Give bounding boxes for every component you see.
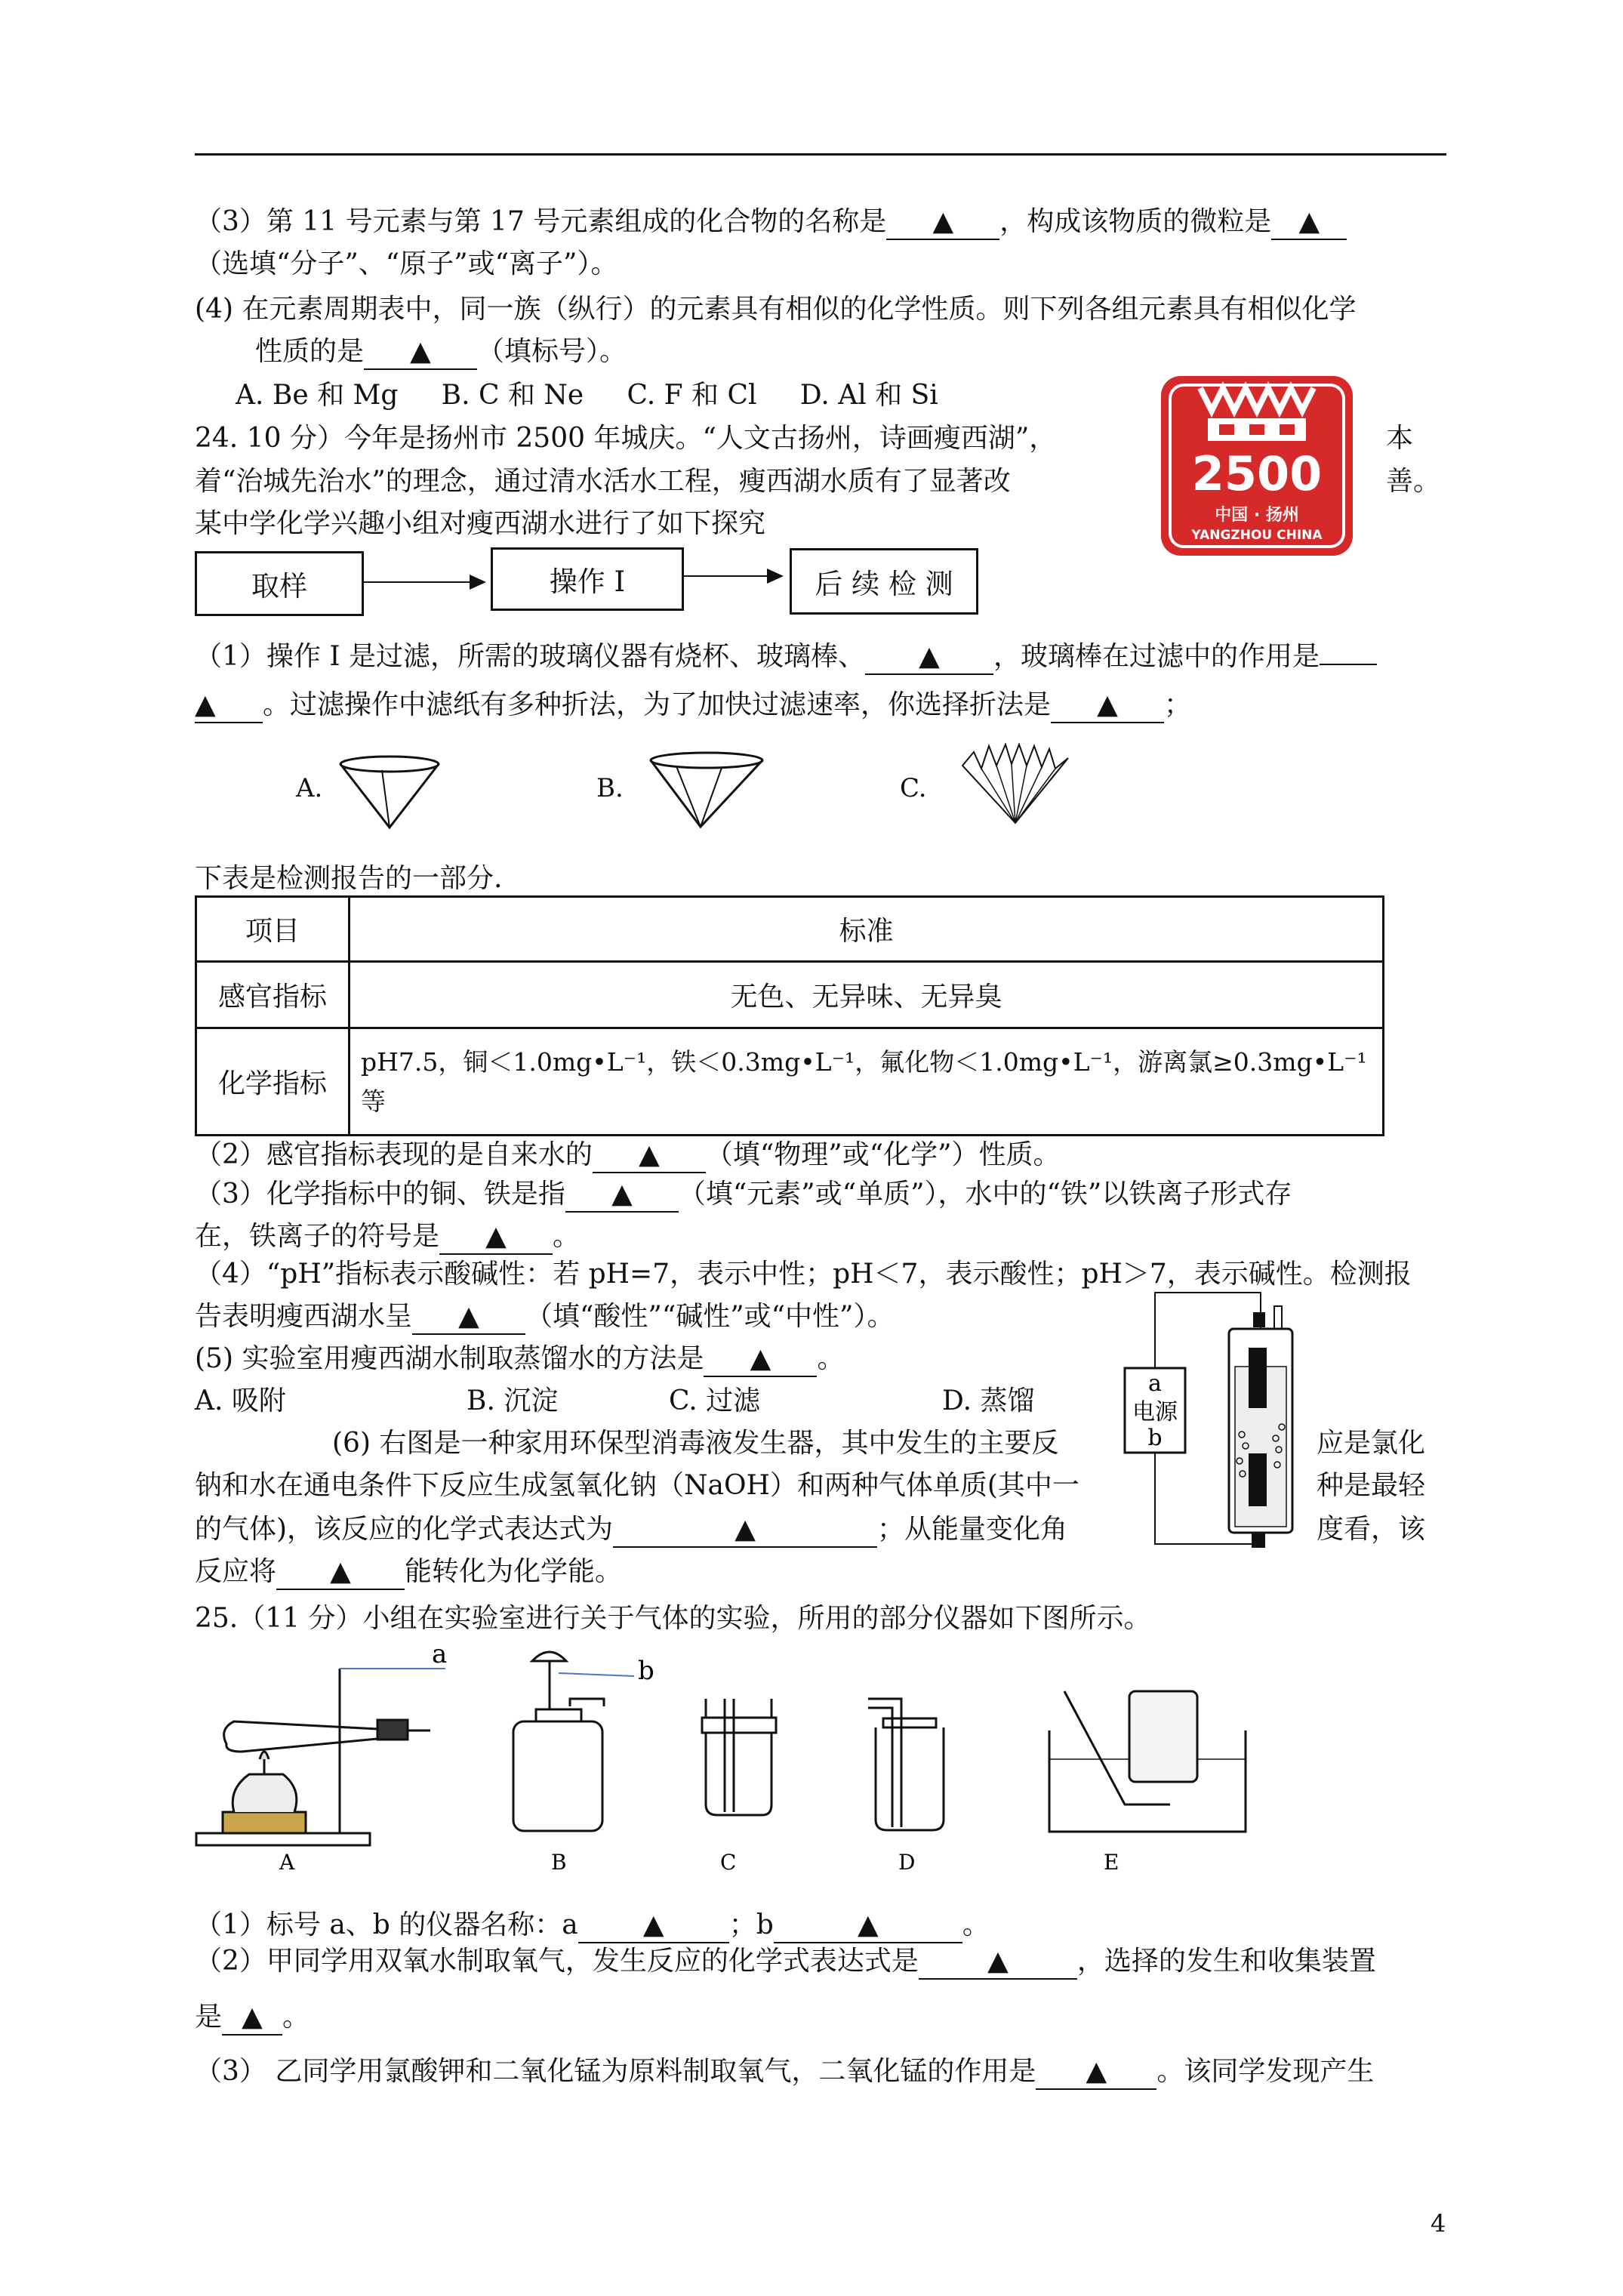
q24-part-6-cont-3: 反应将 ▲ 能转化为化学能。: [195, 1552, 622, 1592]
flow-step-sampling: 取样: [195, 551, 364, 616]
apparatus-e: [1049, 1691, 1246, 1832]
answer-blank[interactable]: ▲: [886, 205, 999, 240]
fold-label-a: A.: [296, 773, 323, 803]
answer-blank[interactable]: ▲: [774, 1909, 962, 1943]
q25-part-3: （3） 乙同学用氯酸钾和二氧化锰为原料制取氧气，二氧化锰的作用是 ▲ 。该同学发现产生: [195, 2052, 1374, 2091]
q24-part-6-cont-1-end: 种是最轻: [1317, 1470, 1426, 1501]
answer-blank[interactable]: ▲: [1036, 2055, 1156, 2090]
q24-part-6-cont-1: 钠和水在通电条件下反应生成氢氧化钠（NaOH）和两种气体单质(其中一: [195, 1470, 1079, 1501]
table-cell: 感官指标: [196, 962, 350, 1028]
q23-line-3: （3）第 11 号元素与第 17 号元素组成的化合物的名称是 ▲ ，构成该物质的微粒是 ▲: [195, 202, 1347, 242]
yangzhou-2500-logo: [1155, 365, 1359, 562]
q24-part-6-cont-2-end: 度看，该: [1317, 1514, 1426, 1545]
q24-part-1-cont: ▲ 。过滤操作中滤纸有多种折法，为了加快过滤速率，你选择折法是 ▲ ；: [195, 686, 1191, 725]
answer-blank[interactable]: ▲: [222, 2001, 282, 2036]
q24-part-5: (5) 实验室用瘦西湖水制取蒸馏水的方法是 ▲ 。: [195, 1339, 844, 1379]
q24-part-4: （4）“pH”指标表示酸碱性：若 pH=7，表示中性；pH＜7，表示酸性；pH＞7，表示碱性。检测报: [195, 1259, 1412, 1290]
apparatus-c: [702, 1699, 776, 1815]
table-caption: 下表是检测报告的一部分.: [195, 863, 503, 894]
q24-intro-1-end: 本: [1386, 423, 1414, 454]
flow-step-later-tests: 后 续 检 测: [790, 548, 978, 615]
svg-text:E: E: [1104, 1850, 1119, 1872]
answer-blank[interactable]: ▲: [195, 689, 263, 723]
table-cell: pH7.5，铜＜1.0mg•L⁻¹，铁＜0.3mg•L⁻¹，氟化物＜1.0mg•L⁻¹，游离氯≥0.3mg•L⁻¹ 等: [350, 1028, 1384, 1136]
q24-part-6: (6) 右图是一种家用环保型消毒液发生器，其中发生的主要反: [332, 1428, 1059, 1459]
disinfectant-generator-diagram: [1117, 1284, 1298, 1570]
table-header: 标准: [350, 897, 1384, 962]
q24-part-6-end: 应是氯化: [1317, 1428, 1426, 1459]
fold-label-c: C.: [900, 773, 927, 803]
table-cell: 化学指标: [196, 1028, 350, 1136]
svg-text:2500: 2500: [1191, 446, 1323, 501]
answer-blank[interactable]: ▲: [1271, 205, 1347, 240]
answer-blank[interactable]: [1320, 664, 1377, 665]
q23-line-4-cont: 性质的是 ▲ （填标号）。: [255, 332, 627, 371]
answer-blank[interactable]: ▲: [565, 1178, 679, 1213]
answer-blank[interactable]: ▲: [439, 1220, 553, 1255]
q24-part-4-cont: 告表明瘦西湖水呈 ▲ （填“酸性”“碱性”或“中性”）。: [195, 1297, 894, 1336]
q25-part-2: （2）甲同学用双氧水制取氧气，发生反应的化学式表达式是 ▲ ，选择的发生和收集装置: [195, 1942, 1376, 1981]
q23-options: A. Be 和 Mg B. C 和 Ne C. F 和 Cl D. Al 和 Si: [236, 380, 938, 411]
answer-blank[interactable]: ▲: [276, 1555, 405, 1590]
filter-fold-b-cone: [646, 751, 767, 831]
flow-arrow: [364, 581, 485, 583]
q23-line-4: (4) 在元素周期表中，同一族（纵行）的元素具有相似的化学性质。则下列各组元素具有相似化学: [195, 294, 1357, 325]
q25-intro: 25.（11 分）小组在实验室进行关于气体的实验，所用的部分仪器如下图所示。: [195, 1603, 1151, 1634]
filter-fold-a-cone: [337, 755, 442, 831]
q24-part-3-cont: 在，铁离子的符号是 ▲ 。: [195, 1217, 580, 1256]
answer-blank[interactable]: ▲: [364, 335, 477, 370]
page-number: 4: [1431, 2209, 1446, 2238]
apparatus-a: [196, 1669, 445, 1845]
answer-blank[interactable]: ▲: [593, 1139, 706, 1173]
apparatus-b: [513, 1652, 634, 1831]
q24-part-1: （1）操作 I 是过滤，所需的玻璃仪器有烧杯、玻璃棒、 ▲ ，玻璃棒在过滤中的作用是: [195, 637, 1377, 676]
filter-fold-c-fluted: [959, 743, 1072, 826]
q23-line-3-cont: （选填“分子”、“原子”或“离子”）。: [195, 248, 618, 279]
svg-text:YANGZHOU CHINA: YANGZHOU CHINA: [1191, 528, 1323, 543]
svg-text:a: a: [432, 1646, 448, 1669]
q25-part-2-cont: 是 ▲ 。: [195, 1998, 310, 2037]
inspection-report-table: [195, 895, 1384, 1136]
answer-blank[interactable]: ▲: [865, 640, 993, 675]
q25-part-1: （1）标号 a、b 的仪器名称：a ▲ ；b ▲ 。: [195, 1906, 990, 1945]
table-header: 项目: [196, 897, 350, 962]
gas-apparatus-diagram: [189, 1646, 1291, 1872]
q24-part-3: （3）化学指标中的铜、铁是指 ▲ （填“元素”或“单质”），水中的“铁”以铁离子形式存: [195, 1175, 1292, 1214]
svg-text:电源: 电源: [1132, 1399, 1178, 1425]
flow-arrow: [684, 575, 782, 577]
svg-text:D: D: [898, 1850, 916, 1872]
header-rule: [195, 153, 1446, 156]
q24-intro-1: 24. 10 分）今年是扬州市 2500 年城庆。“人文古扬州，诗画瘦西湖”，: [195, 423, 1057, 454]
apparatus-d: [868, 1699, 944, 1830]
table-row: [196, 962, 1384, 1028]
svg-text:b: b: [1147, 1425, 1163, 1451]
answer-blank[interactable]: ▲: [578, 1909, 729, 1943]
answer-blank[interactable]: ▲: [613, 1513, 877, 1548]
svg-text:A: A: [279, 1850, 295, 1872]
table-row: [196, 1028, 1384, 1136]
q24-part-2: （2）感官指标表现的是自来水的 ▲ （填“物理”或“化学”）性质。: [195, 1136, 1061, 1175]
fold-label-b: B.: [596, 773, 624, 803]
svg-text:中国 · 扬州: 中国 · 扬州: [1215, 506, 1299, 525]
answer-blank[interactable]: ▲: [919, 1945, 1077, 1980]
q24-intro-2-end: 善。: [1386, 466, 1441, 497]
answer-blank[interactable]: ▲: [1051, 689, 1164, 723]
answer-blank[interactable]: ▲: [704, 1342, 817, 1377]
table-cell: 无色、无异味、无异臭: [350, 962, 1384, 1028]
q24-part-6-cont-2: 的气体)，该反应的化学式表达式为 ▲ ；从能量变化角: [195, 1510, 1067, 1549]
answer-blank[interactable]: ▲: [412, 1300, 525, 1335]
flow-step-operation-1: 操作 I: [491, 547, 684, 611]
svg-text:b: b: [638, 1656, 654, 1686]
svg-text:C: C: [720, 1850, 737, 1872]
q24-intro-3: 某中学化学兴趣小组对瘦西湖水进行了如下探究: [195, 508, 766, 539]
svg-text:a: a: [1148, 1370, 1162, 1397]
table-row: [196, 897, 1384, 962]
q24-part-5-options: A. 吸附 B. 沉淀 C. 过滤 D. 蒸馏: [195, 1385, 1035, 1416]
q24-intro-2: 着“治城先治水”的理念，通过清水活水工程，瘦西湖水质有了显著改: [195, 466, 1011, 497]
svg-text:B: B: [551, 1850, 567, 1872]
